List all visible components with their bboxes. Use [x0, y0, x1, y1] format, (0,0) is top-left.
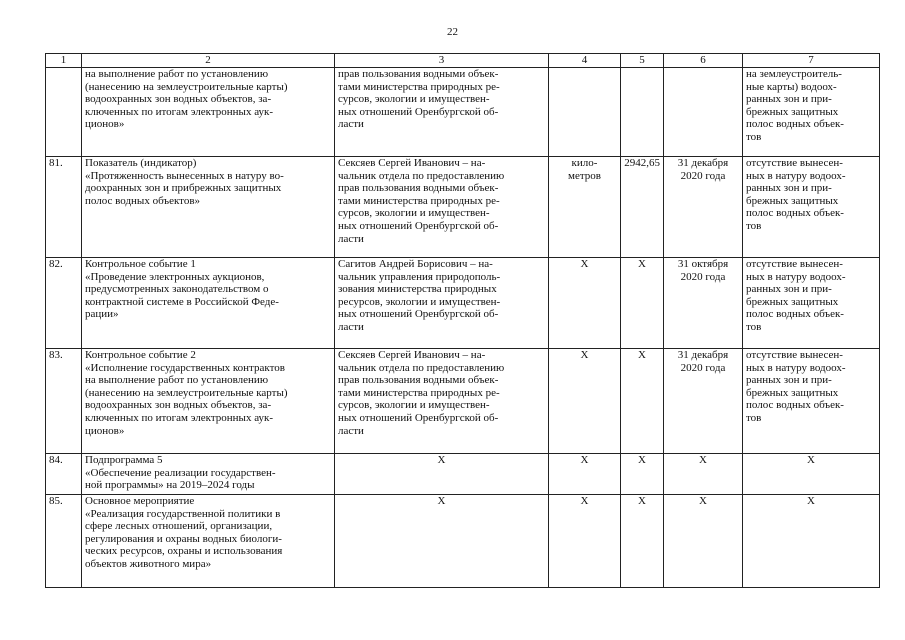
cell-unit	[549, 349, 621, 454]
text-line: Сексяев Сергей Иванович – на-	[338, 157, 486, 169]
date-lines	[667, 258, 739, 283]
text-line: 2020 года	[680, 169, 726, 182]
text-line: тами министерства природных ре-	[338, 386, 500, 399]
text-line: ласти	[338, 118, 364, 131]
text-line: брежных защитных	[746, 105, 839, 118]
text-line: ные карты) водоох-	[746, 80, 837, 93]
cell-risk	[743, 157, 880, 258]
text-line: ресурсов, экологии и имуществен-	[338, 295, 501, 308]
date-lines	[667, 495, 739, 508]
text-line: брежных защитных	[746, 386, 839, 399]
responsible-lines	[338, 349, 545, 437]
date-lines	[667, 454, 739, 467]
cell-risk	[743, 258, 880, 349]
text-line: Х	[699, 495, 707, 507]
risk-lines	[746, 349, 876, 425]
risk-lines	[746, 495, 876, 508]
text-line: ных в натуру водоох-	[746, 169, 846, 182]
text-line: тами министерства природных ре-	[338, 80, 500, 93]
table-row	[46, 157, 880, 258]
text-line: на выполнение работ по установлению	[85, 68, 269, 80]
text-line: ческих ресурсов, охраны и использования	[85, 545, 283, 558]
text-line: на выполнение работ по установлению	[85, 374, 269, 387]
text-line: 31 декабря	[677, 157, 729, 169]
text-line: рации»	[85, 308, 119, 321]
text-line: доохранных зон и прибрежных защитных	[85, 182, 282, 195]
text-line: тов	[746, 320, 762, 333]
text-line: сурсов, экологии и имуществен-	[338, 399, 490, 412]
text-line: водоохранных зон водных объектов, за-	[85, 399, 272, 412]
text-line: Основное мероприятие	[85, 495, 195, 507]
text-line: «Протяженность вынесенных в натуру во-	[85, 169, 284, 182]
text-line: ных отношений Оренбургской об-	[338, 308, 499, 321]
text-line: ранных зон и при-	[746, 182, 832, 195]
cell-risk	[743, 349, 880, 454]
text-line: предусмотренных законодательством о	[85, 283, 269, 296]
cell-value: Х	[621, 258, 664, 349]
text-line: сфере лесных отношений, организации,	[85, 520, 273, 533]
text-line: полос водных объек-	[746, 399, 844, 412]
cell-date	[664, 68, 743, 157]
text-line: полос водных объек-	[746, 207, 844, 220]
text-line: полос водных объек-	[746, 118, 844, 131]
cell-description	[82, 349, 335, 454]
responsible-lines	[338, 258, 545, 334]
cell-responsible	[335, 349, 549, 454]
unit-lines	[552, 454, 617, 467]
cell-responsible	[335, 258, 549, 349]
text-line: ранных зон и при-	[746, 93, 832, 106]
text-line: Контрольное событие 1	[85, 258, 196, 270]
text-line: тов	[746, 411, 762, 424]
text-line: водоохранных зон водных объектов, за-	[85, 93, 272, 106]
cell-date	[664, 157, 743, 258]
text-line: Х	[580, 495, 589, 507]
text-line: ключенных по итогам электронных аук-	[85, 105, 274, 118]
unit-lines	[552, 258, 617, 271]
text-line: объектов животного мира»	[85, 557, 212, 570]
risk-lines	[746, 454, 876, 467]
cell-description	[82, 454, 335, 495]
text-line: брежных защитных	[746, 194, 839, 207]
cell-description	[82, 157, 335, 258]
text-line: брежных защитных	[746, 295, 839, 308]
text-line: ласти	[338, 232, 364, 245]
header-row	[46, 54, 880, 68]
text-line: на землеустроитель-	[746, 68, 842, 80]
cell-responsible	[335, 454, 549, 495]
text-line: Сагитов Андрей Борисович – на-	[338, 258, 493, 270]
header-col-7: 7	[743, 54, 880, 68]
text-line: тов	[746, 219, 762, 232]
text-line: чальник отдела по предоставлению	[338, 361, 505, 374]
text-line: Сексяев Сергей Иванович – на-	[338, 349, 486, 361]
cell-responsible	[335, 495, 549, 588]
text-line: 2020 года	[680, 361, 726, 374]
continuation-row	[46, 68, 880, 157]
text-line: полос водных объек-	[746, 308, 844, 321]
cell-unit	[549, 454, 621, 495]
responsible-lines	[338, 495, 545, 508]
description-lines	[85, 68, 331, 131]
header-col-1: 1	[46, 54, 82, 68]
text-line: ной программы» на 2019–2024 годы	[85, 479, 255, 492]
program-table	[45, 53, 880, 588]
cell-num: 82.	[46, 258, 82, 349]
unit-lines	[552, 349, 617, 362]
table-row	[46, 349, 880, 454]
cell-num: 81.	[46, 157, 82, 258]
cell-date	[664, 454, 743, 495]
header-col-2: 2	[82, 54, 335, 68]
description-lines	[85, 258, 331, 321]
header-col-3: 3	[335, 54, 549, 68]
text-line: ласти	[338, 424, 364, 437]
text-line: Х	[807, 495, 815, 507]
unit-lines	[552, 495, 617, 508]
cell-risk	[743, 68, 880, 157]
cell-num: 85.	[46, 495, 82, 588]
text-line: ласти	[338, 320, 364, 333]
cell-description	[82, 495, 335, 588]
cell-date	[664, 258, 743, 349]
cell-unit	[549, 157, 621, 258]
responsible-lines	[338, 454, 545, 467]
responsible-lines	[338, 68, 545, 131]
text-line: ных отношений Оренбургской об-	[338, 105, 499, 118]
text-line: сурсов, экологии и имуществен-	[338, 93, 490, 106]
text-line: Х	[807, 454, 815, 466]
text-line: ных в натуру водоох-	[746, 270, 846, 283]
text-line: Х	[580, 454, 589, 466]
cell-responsible	[335, 68, 549, 157]
text-line: отсутствие вынесен-	[746, 157, 843, 169]
risk-lines	[746, 157, 876, 233]
cell-value: Х	[621, 349, 664, 454]
cell-risk	[743, 454, 880, 495]
cell-description	[82, 258, 335, 349]
text-line: прав пользования водными объек-	[338, 374, 499, 387]
text-line: ключенных по итогам электронных аук-	[85, 411, 274, 424]
text-line: 2020 года	[680, 270, 726, 283]
unit-lines	[552, 157, 617, 182]
cell-value: Х	[621, 454, 664, 495]
text-line: ранных зон и при-	[746, 374, 832, 387]
text-line: «Проведение электронных аукционов,	[85, 270, 265, 283]
cell-unit	[549, 258, 621, 349]
cell-unit	[549, 68, 621, 157]
cell-date	[664, 495, 743, 588]
text-line: прав пользования водными объек-	[338, 182, 499, 195]
text-line: Подпрограмма 5	[85, 454, 163, 466]
text-line: тами министерства природных ре-	[338, 194, 500, 207]
text-line: Х	[580, 258, 589, 270]
cell-num: 84.	[46, 454, 82, 495]
text-line: Х	[699, 454, 707, 466]
date-lines	[667, 157, 739, 182]
text-line: отсутствие вынесен-	[746, 349, 843, 361]
text-line: (нанесению на землеустроительные карты)	[85, 80, 288, 93]
text-line: отсутствие вынесен-	[746, 258, 843, 270]
risk-lines	[746, 68, 876, 144]
header-col-6: 6	[664, 54, 743, 68]
text-line: «Реализация государственной политики в	[85, 507, 281, 520]
text-line: ных в натуру водоох-	[746, 361, 846, 374]
text-line: (нанесению на землеустроительные карты)	[85, 386, 288, 399]
text-line: Контрольное событие 2	[85, 349, 196, 361]
text-line: «Обеспечение реализации государствен-	[85, 466, 276, 479]
table-row	[46, 454, 880, 495]
header-col-5: 5	[621, 54, 664, 68]
description-lines	[85, 454, 331, 492]
text-line: сурсов, экологии и имуществен-	[338, 207, 490, 220]
cell-risk	[743, 495, 880, 588]
text-line: ных отношений Оренбургской об-	[338, 411, 499, 424]
description-lines	[85, 157, 331, 207]
text-line: регулирования и охраны водных биологи-	[85, 532, 282, 545]
text-line: ционов»	[85, 424, 125, 437]
header-col-4: 4	[549, 54, 621, 68]
text-line: метров	[568, 169, 601, 182]
text-line: зования министерства природных	[338, 283, 497, 296]
cell-num	[46, 68, 82, 157]
cell-unit	[549, 495, 621, 588]
text-line: тов	[746, 130, 762, 143]
description-lines	[85, 349, 331, 437]
text-line: «Исполнение государственных контрактов	[85, 361, 285, 374]
text-line: Показатель (индикатор)	[85, 157, 197, 169]
text-line: ранных зон и при-	[746, 283, 832, 296]
cell-value: 2942,65	[621, 157, 664, 258]
text-line: чальник отдела по предоставлению	[338, 169, 505, 182]
text-line: контрактной системе в Российской Феде-	[85, 295, 279, 308]
cell-date	[664, 349, 743, 454]
table-row	[46, 258, 880, 349]
page-number: 22	[447, 26, 458, 38]
text-line: Х	[437, 495, 446, 507]
text-line: ных отношений Оренбургской об-	[338, 219, 499, 232]
risk-lines	[746, 258, 876, 334]
text-line: 31 октября	[677, 258, 729, 270]
text-line: Х	[437, 454, 446, 466]
cell-value: Х	[621, 495, 664, 588]
responsible-lines	[338, 157, 545, 245]
text-line: Х	[580, 349, 589, 361]
cell-description	[82, 68, 335, 157]
text-line: полос водных объектов»	[85, 194, 201, 207]
text-line: кило-	[571, 157, 598, 169]
cell-num: 83.	[46, 349, 82, 454]
text-line: ционов»	[85, 118, 125, 131]
text-line: 31 декабря	[677, 349, 729, 361]
date-lines	[667, 349, 739, 374]
cell-value	[621, 68, 664, 157]
text-line: прав пользования водными объек-	[338, 68, 499, 80]
description-lines	[85, 495, 331, 571]
table-row	[46, 495, 880, 588]
cell-responsible	[335, 157, 549, 258]
text-line: чальник управления природополь-	[338, 270, 501, 283]
